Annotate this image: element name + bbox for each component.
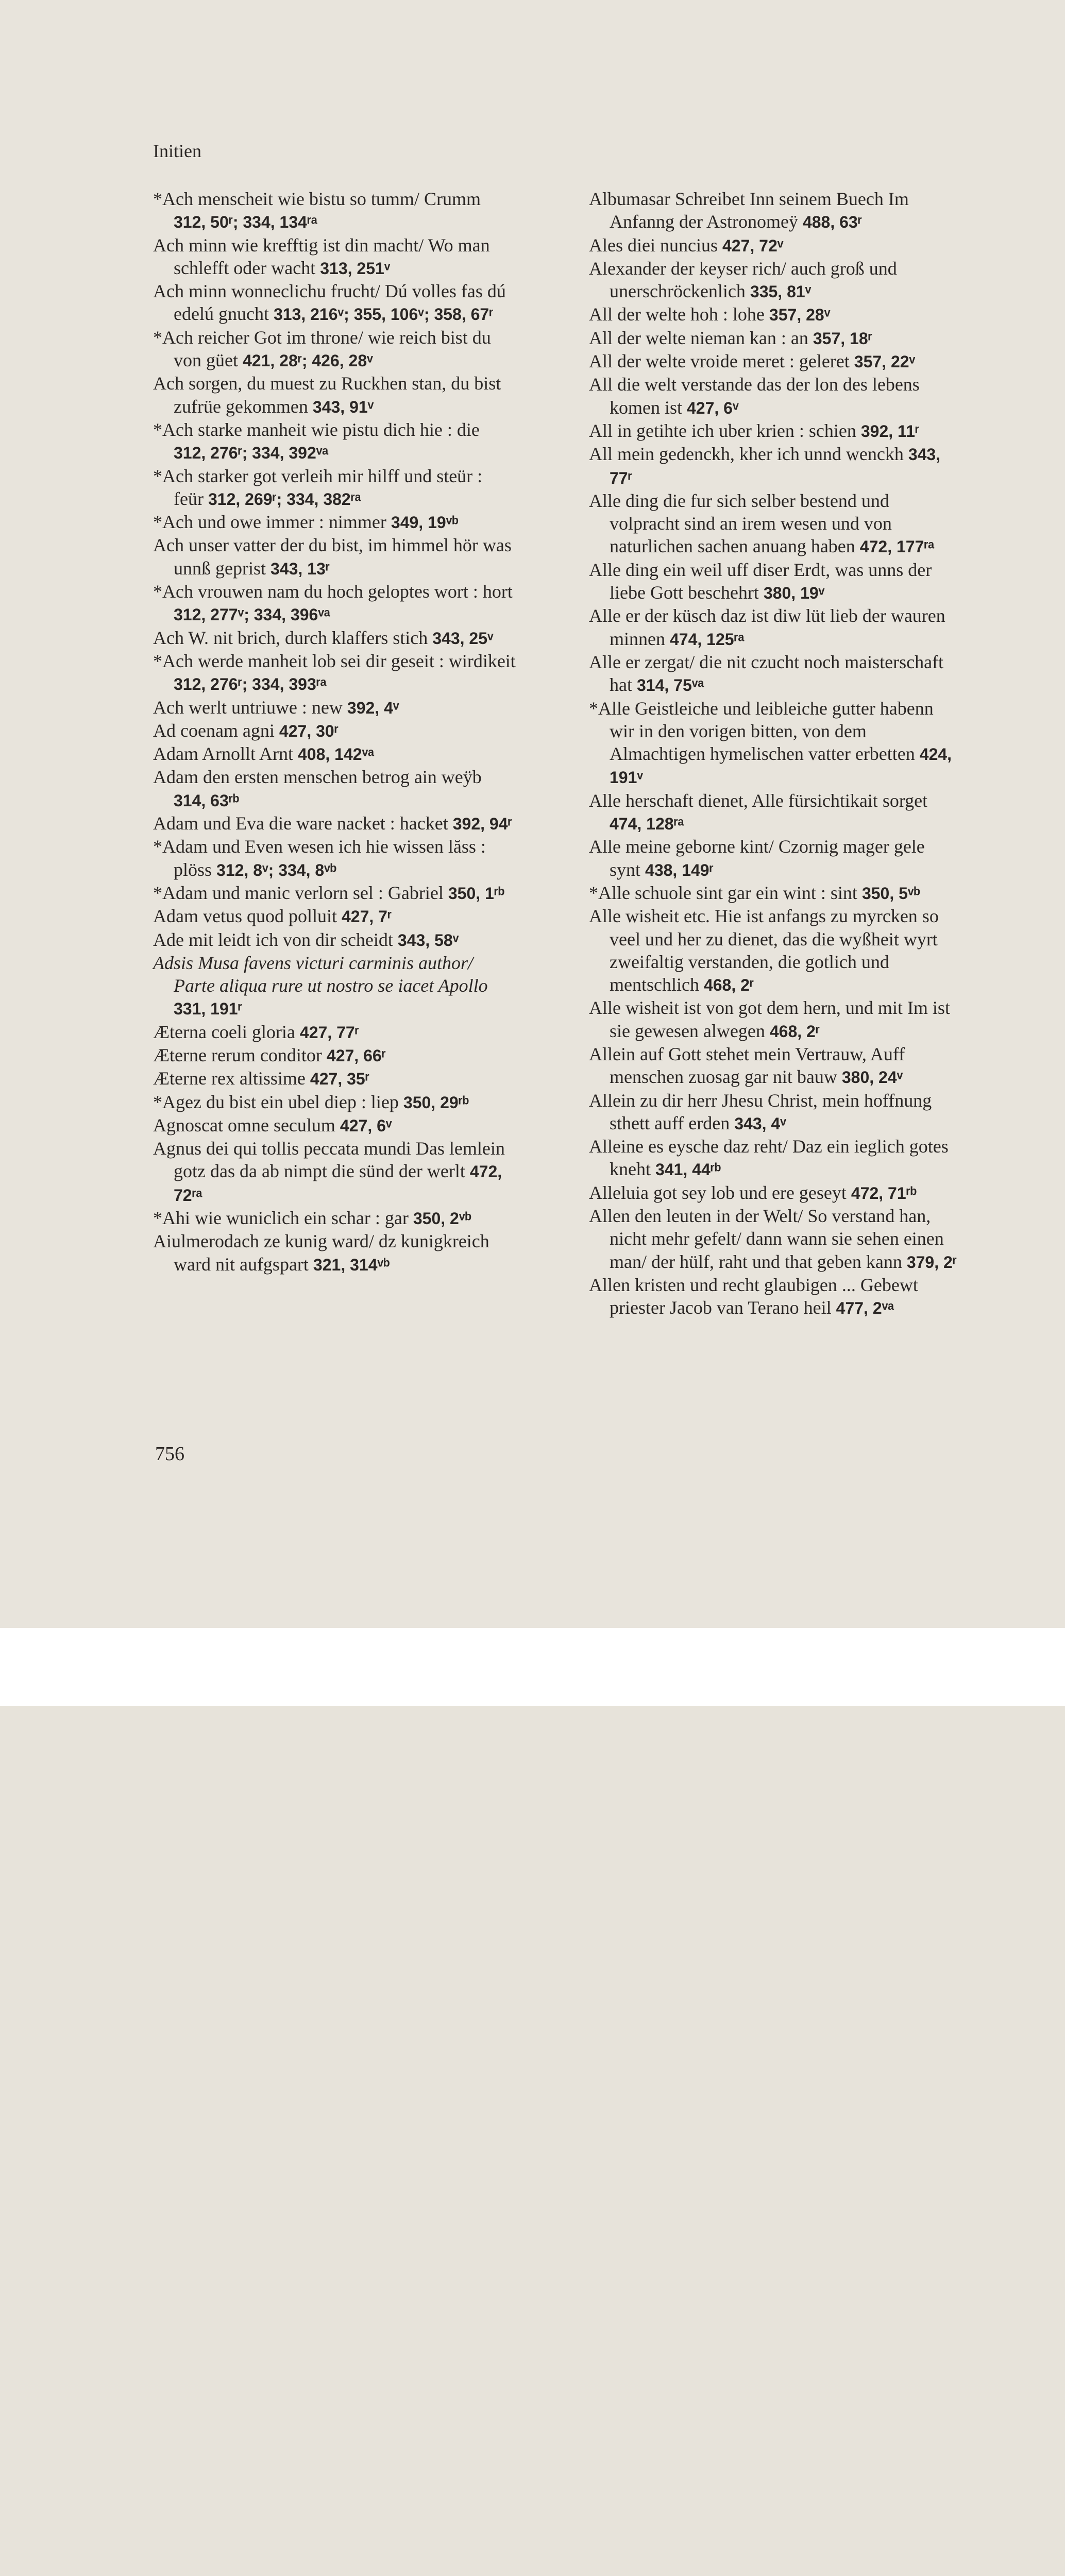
- incipit-text: Allein auf Gott stehet mein Vertrauw, Auff menschen zuosag gar nit bauw: [589, 1043, 905, 1088]
- manuscript-reference: 427, 72ᵛ: [722, 236, 784, 255]
- index-entry: [589, 489, 960, 558]
- manuscript-reference: 472, 72ʳᵃ: [174, 1162, 502, 1205]
- index-entry: [589, 257, 960, 303]
- incipit-text: Æterne rerum conditor: [153, 1044, 327, 1065]
- index-entry: [589, 373, 960, 419]
- index-entry: [153, 1067, 516, 1090]
- manuscript-reference: 312, 269ʳ; 334, 382ʳᵃ: [208, 489, 361, 509]
- incipit-text: Alexander der keyser rich/ auch groß und unerschröckenlich: [589, 258, 897, 302]
- manuscript-reference: 468, 2ʳ: [703, 976, 754, 995]
- incipit-text: Ach unser vatter der du bist, im himmel hör was unnß geprist: [153, 535, 512, 579]
- incipit-text: Alle er der küsch daz ist diw lüt lieb der wauren minnen: [589, 605, 945, 649]
- manuscript-reference: 427, 30ʳ: [279, 721, 339, 740]
- manuscript-reference: 392, 4ᵛ: [347, 698, 399, 717]
- index-entry: [589, 558, 960, 605]
- manuscript-reference: 321, 314ᵛᵇ: [313, 1255, 390, 1274]
- manuscript-reference: 427, 66ʳ: [326, 1046, 386, 1065]
- incipit-text: Agnoscat omne seculum: [153, 1114, 340, 1136]
- manuscript-reference: 312, 8ᵛ; 334, 8ᵛᵇ: [216, 860, 337, 879]
- incipit-text: Alle ding ein weil uff diser Erdt, was unns der liebe Gott beschehrt: [589, 559, 932, 603]
- incipit-text: Alle meine geborne kint/ Czornig mager gele synt: [589, 836, 925, 880]
- index-entry: [589, 996, 960, 1043]
- manuscript-reference: 408, 142ᵛᵃ: [298, 745, 375, 764]
- manuscript-reference: 350, 29ʳᵇ: [403, 1093, 469, 1112]
- incipit-text: Albumasar Schreibet Inn seinem Buech Im Anfanng der Astronomeÿ: [589, 189, 909, 232]
- index-entry: [589, 697, 960, 789]
- index-entry: [153, 835, 516, 882]
- index-entry: [153, 1137, 516, 1207]
- index-entry: [589, 1274, 960, 1320]
- left-column: [153, 188, 516, 1276]
- incipit-text: All die welt verstande das der lon des lebens komen ist: [589, 374, 920, 418]
- incipit-text: Alle wisheit etc. Hie ist anfangs zu myrcken so veel und her zu dienet, das die wyßheit wyrt zweifaltig verstanden, die gotlich und mentschlich: [589, 906, 939, 995]
- index-entry: [153, 1207, 516, 1230]
- index-entry: [153, 766, 516, 812]
- manuscript-reference: 313, 216ᵛ; 355, 106ᵛ; 358, 67ʳ: [273, 305, 494, 324]
- index-entry: [589, 303, 960, 326]
- incipit-text: *Ach reicher Got im throne/ wie reich bist du von güet: [153, 327, 491, 371]
- incipit-text: Ade mit leidt ich von dir scheidt: [153, 929, 398, 950]
- incipit-text: *Ach menscheit wie bistu so tumm/ Crumm: [153, 189, 481, 209]
- index-entry: [589, 1135, 960, 1181]
- incipit-text: *Adam und manic verlorn sel : Gabriel: [153, 882, 448, 903]
- index-entry: [153, 650, 516, 696]
- manuscript-reference: 313, 251ᵛ: [320, 259, 391, 278]
- manuscript-reference: 427, 6ᵛ: [340, 1116, 392, 1135]
- index-entry: [153, 905, 516, 928]
- manuscript-reference: 331, 191ʳ: [174, 999, 242, 1019]
- incipit-text: All der welte hoh : lohe: [589, 304, 769, 325]
- incipit-text: Alle er zergat/ die nit czucht noch maisterschaft hat: [589, 651, 944, 696]
- manuscript-reference: 379, 2ʳ: [906, 1252, 957, 1272]
- manuscript-reference: 343, 13ʳ: [270, 559, 330, 578]
- manuscript-reference: 357, 28ᵛ: [769, 306, 831, 325]
- incipit-text: *Ach starker got verleih mir hilff und steür : feür: [153, 465, 483, 509]
- incipit-text: *Adam und Even wesen ich hie wissen lăss : plöss: [153, 836, 486, 880]
- manuscript-reference: 468, 2ʳ: [769, 1022, 820, 1041]
- manuscript-reference: 472, 71ʳᵇ: [851, 1183, 917, 1202]
- index-entry: [153, 1091, 516, 1114]
- incipit-text: All der welte vroide meret : geleret: [589, 351, 854, 372]
- index-entry: [589, 651, 960, 697]
- incipit-text: Adam Arnollt Arnt: [153, 743, 298, 765]
- footer-bar: [0, 1628, 1065, 1706]
- manuscript-reference: 341, 44ʳᵇ: [655, 1160, 721, 1179]
- index-entry: [153, 812, 516, 835]
- index-entry: [589, 835, 960, 882]
- incipit-text: Ach minn wonneclichu frucht/ Dú volles fas dú edelú gnucht: [153, 281, 506, 325]
- incipit-text: All der welte nieman kan : an: [589, 327, 813, 348]
- incipit-text: *Ach vrouwen nam du hoch geloptes wort : hort: [153, 581, 513, 602]
- incipit-text: Æterne rex altissime: [153, 1068, 310, 1089]
- incipit-text: *Ach und owe immer : nimmer: [153, 512, 391, 533]
- manuscript-reference: 343, 4ᵛ: [734, 1114, 786, 1133]
- manuscript-reference: 312, 50ʳ; 334, 134ʳᵃ: [174, 213, 318, 232]
- manuscript-reference: 343, 25ᵛ: [432, 629, 494, 648]
- index-entry: [589, 1043, 960, 1089]
- manuscript-reference: 474, 125ʳᵃ: [669, 630, 745, 649]
- index-entry: [589, 350, 960, 373]
- index-entry: [589, 905, 960, 996]
- index-entry: [589, 882, 960, 905]
- manuscript-reference: 314, 63ʳᵇ: [174, 791, 240, 810]
- manuscript-reference: 357, 22ᵛ: [854, 352, 916, 371]
- incipit-text: Alleluia got sey lob und ere geseyt: [589, 1182, 851, 1203]
- incipit-text: *Ach starke manheit wie pistu dich hie : die: [153, 419, 480, 440]
- index-entry: [589, 789, 960, 836]
- incipit-text: Allen den leuten in der Welt/ So verstand han, nicht mehr gefelt/ dann wann sie sehen einen man/ der hülf, raht und that geben kann: [589, 1206, 944, 1272]
- index-entry: [153, 234, 516, 280]
- incipit-text: Ach W. nit brich, durch klaffers stich: [153, 627, 433, 648]
- index-entry: [153, 511, 516, 534]
- index-entry: [153, 1230, 516, 1276]
- index-entry: [589, 443, 960, 489]
- incipit-text: Alleine es eysche daz reht/ Daz ein ieglich gotes kneht: [589, 1136, 949, 1180]
- manuscript-reference: 474, 128ʳᵃ: [610, 815, 684, 834]
- manuscript-reference: 438, 149ʳ: [645, 860, 714, 879]
- manuscript-reference: 357, 18ʳ: [813, 329, 872, 348]
- index-entry: [153, 742, 516, 766]
- index-entry: [589, 234, 960, 257]
- manuscript-reference: 421, 28ʳ; 426, 28ᵛ: [242, 351, 373, 370]
- index-entry: [153, 952, 516, 1021]
- index-entry: [589, 1205, 960, 1274]
- index-entry: [589, 188, 960, 234]
- index-entry: [589, 1089, 960, 1136]
- index-entry: [153, 1044, 516, 1067]
- manuscript-reference: 427, 35ʳ: [310, 1070, 369, 1089]
- incipit-text: Adam den ersten menschen betrog ain weÿb: [153, 767, 482, 788]
- manuscript-reference: 312, 277ᵛ; 334, 396ᵛᵃ: [174, 605, 331, 624]
- incipit-text: Ales diei nuncius: [589, 234, 722, 256]
- incipit-text: Ach sorgen, du muest zu Ruckhen stan, du bist zufrüe gekommen: [153, 373, 501, 417]
- incipit-text: *Agez du bist ein ubel diep : liep: [153, 1091, 403, 1112]
- index-entry: [153, 418, 516, 465]
- incipit-text: Ad coenam agni: [153, 720, 279, 741]
- manuscript-reference: 349, 19ᵛᵇ: [391, 513, 459, 532]
- manuscript-reference: 314, 75ᵛᵃ: [636, 676, 704, 695]
- manuscript-reference: 380, 19ᵛ: [763, 584, 825, 603]
- manuscript-reference: 427, 7ʳ: [341, 907, 392, 926]
- incipit-text: Allen kristen und recht glaubigen ... Gebewt priester Jacob van Terano heil: [589, 1274, 918, 1318]
- manuscript-reference: 392, 11ʳ: [860, 421, 919, 440]
- index-entry: [153, 1021, 516, 1044]
- incipit-text: *Alle schuole sint gar ein wint : sint: [589, 882, 862, 903]
- manuscript-reference: 350, 1ʳᵇ: [448, 884, 505, 903]
- index-entry: [153, 626, 516, 650]
- index-entry: [589, 1181, 960, 1205]
- incipit-text: Ach werlt untriuwe : new: [153, 697, 347, 718]
- manuscript-reference: 380, 24ᵛ: [841, 1068, 903, 1087]
- index-entry: [153, 882, 516, 905]
- manuscript-reference: 312, 276ʳ; 334, 393ʳᵃ: [174, 675, 327, 694]
- index-entry: [153, 326, 516, 372]
- manuscript-reference: 343, 77ʳ: [610, 445, 941, 487]
- manuscript-reference: 427, 77ʳ: [299, 1023, 359, 1042]
- incipit-text: Allein zu dir herr Jhesu Christ, mein hoffnung sthett auff erden: [589, 1090, 932, 1133]
- index-entry: [589, 327, 960, 350]
- right-column: [589, 188, 960, 1320]
- incipit-text: All mein gedenckh, kher ich unnd wenckh: [589, 444, 908, 465]
- index-entry: [589, 419, 960, 443]
- incipit-text: Alle herschaft dienet, Alle fürsichtikait sorget: [589, 790, 928, 811]
- incipit-text: Alle wisheit ist von got dem hern, und mit Im ist sie gewesen alwegen: [589, 997, 950, 1041]
- manuscript-reference: 350, 2ᵛᵇ: [413, 1209, 471, 1228]
- manuscript-reference: 343, 91ᵛ: [312, 397, 374, 416]
- index-entry: [153, 719, 516, 742]
- manuscript-reference: 343, 58ᵛ: [397, 930, 459, 950]
- incipit-text: *Ahi wie wuniclich ein schar : gar: [153, 1208, 413, 1229]
- manuscript-reference: 477, 2ᵛᵃ: [836, 1299, 894, 1318]
- index-entry: [153, 696, 516, 719]
- manuscript-reference: 472, 177ʳᵃ: [859, 537, 935, 556]
- index-entry: [153, 928, 516, 952]
- manuscript-reference: 335, 81ᵛ: [750, 282, 812, 301]
- incipit-text: Aiulmerodach ze kunig ward/ dz kunigkreich ward nit aufgspart: [153, 1231, 489, 1275]
- incipit-text: Adam vetus quod polluit: [153, 906, 342, 927]
- index-entry: [153, 280, 516, 326]
- incipit-text: Alle ding die fur sich selber bestend und volpracht sind an irem wesen und von naturlichen sachen anuang haben: [589, 490, 892, 557]
- manuscript-reference: 350, 5ᵛᵇ: [861, 884, 921, 903]
- manuscript-reference: 392, 94ʳ: [452, 815, 512, 834]
- index-entry: [153, 580, 516, 626]
- incipit-text: *Ach werde manheit lob sei dir geseit : wirdikeit: [153, 650, 516, 671]
- manuscript-reference: 424, 191ᵛ: [610, 745, 952, 787]
- incipit-text: All in getihte ich uber krien : schien: [589, 420, 861, 441]
- manuscript-reference: 427, 6ᵛ: [687, 398, 739, 417]
- incipit-text: *Alle Geistleiche und leibleiche gutter habenn wir in den vorigen bitten, von dem Almachtigen hymelischen vatter erbetten: [589, 698, 934, 765]
- index-entry: [153, 465, 516, 511]
- index-entry: [153, 188, 516, 234]
- manuscript-reference: 312, 276ʳ; 334, 392ᵛᵃ: [174, 444, 329, 463]
- index-entry: [153, 372, 516, 418]
- running-head: Initien: [153, 141, 201, 161]
- index-entry: [589, 604, 960, 651]
- manuscript-reference: 488, 63ʳ: [802, 213, 862, 232]
- index-entry: [153, 1114, 516, 1137]
- page-number: 756: [155, 1443, 184, 1465]
- incipit-text: Agnus dei qui tollis peccata mundi Das lemlein gotz das da ab nimpt die sünd der werlt: [153, 1138, 505, 1182]
- incipit-text: Ach minn wie krefftig ist din macht/ Wo man schlefft oder wacht: [153, 234, 490, 278]
- incipit-text: Adam und Eva die ware nacket : hacket: [153, 813, 453, 834]
- index-entry: [153, 534, 516, 580]
- incipit-text: Æterna coeli gloria: [153, 1021, 300, 1042]
- incipit-text: Adsis Musa favens victuri carminis author/ Parte aliqua rure ut nostro se iacet Apollo: [153, 952, 488, 996]
